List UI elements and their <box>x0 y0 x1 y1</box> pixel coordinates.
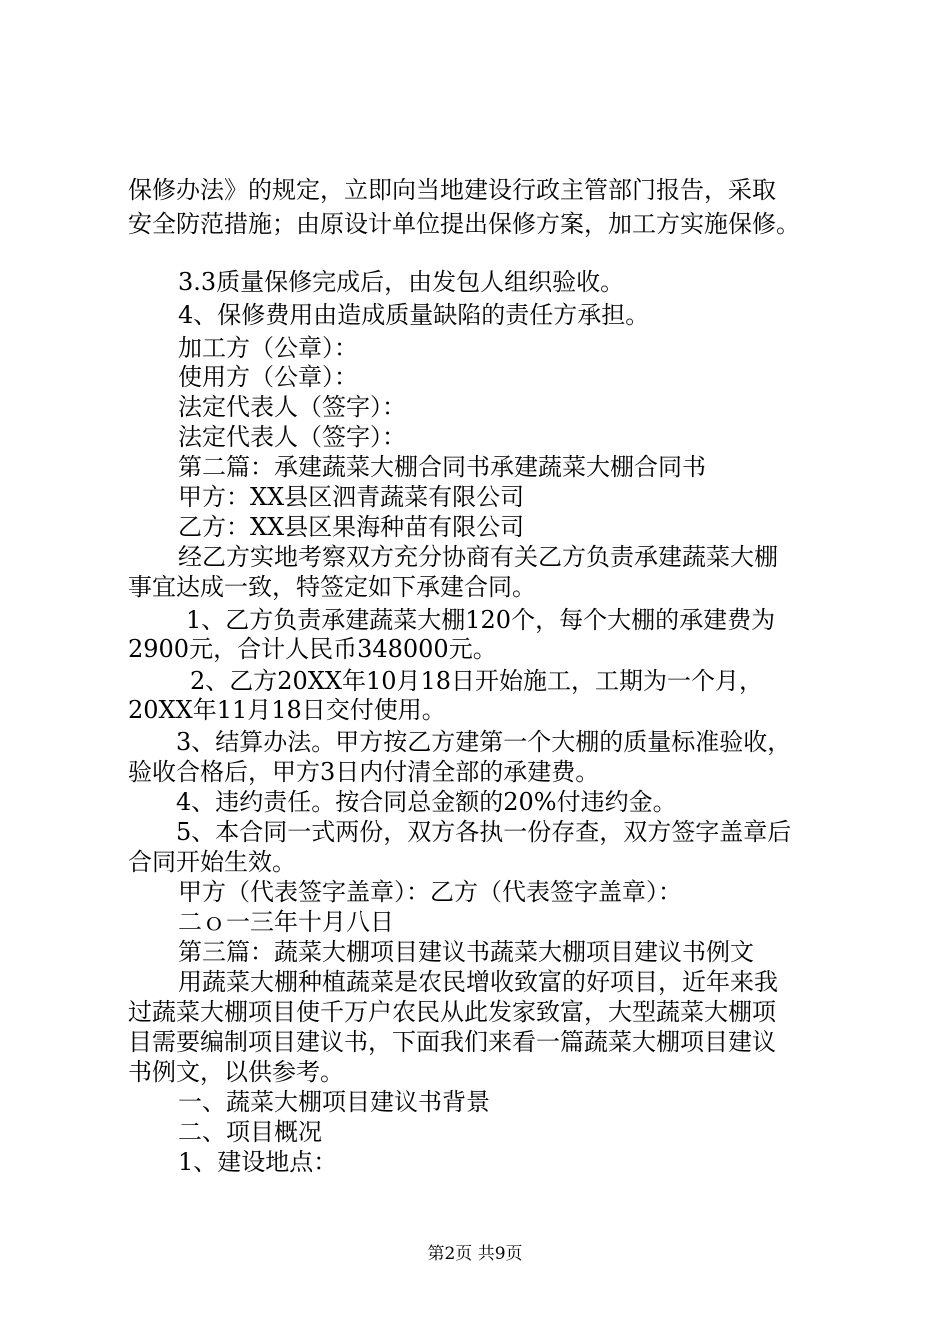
text-line: 安全防范措施；由原设计单位提出保修方案，加工方实施保修。 <box>128 210 800 238</box>
text-line: 使用方（公章）： <box>178 363 358 391</box>
text-line: 1、乙方负责承建蔬菜大棚120个，每个大棚的承建费为 <box>186 606 776 634</box>
text-line: 验收合格后，甲方3日内付清全部的承建费。 <box>128 758 600 786</box>
text-line: 3、结算办法。甲方按乙方建第一个大棚的质量标准验收， <box>176 728 792 756</box>
text-line: 3.3质量保修完成后，由发包人组织验收。 <box>178 268 625 296</box>
text-line: 目需要编制项目建议书，下面我们来看一篇蔬菜大棚项目建议 <box>128 1028 776 1056</box>
text-line: 二ｏ一三年十月八日 <box>178 908 394 936</box>
text-line: 20XX年11月18日交付使用。 <box>128 696 446 724</box>
text-line: 经乙方实地考察双方充分协商有关乙方负责承建蔬菜大棚 <box>178 543 778 571</box>
text-line: 过蔬菜大棚项目使千万户农民从此发家致富，大型蔬菜大棚项 <box>128 998 776 1026</box>
page-footer: 第2页 共9页 <box>427 1244 523 1264</box>
text-line: 甲方：XX县区泗青蔬菜有限公司 <box>178 483 525 511</box>
text-line: 4、违约责任。按合同总金额的20%付违约金。 <box>176 788 677 816</box>
text-line: 加工方（公章）： <box>178 334 358 362</box>
text-line: 合同开始生效。 <box>128 848 296 876</box>
text-line: 保修办法》的规定，立即向当地建设行政主管部门报告，采取 <box>128 176 776 204</box>
text-line: 事宜达成一致，特签定如下承建合同。 <box>128 573 536 601</box>
text-line: 一、蔬菜大棚项目建议书背景 <box>178 1088 490 1116</box>
section-heading: 第三篇：蔬菜大棚项目建议书蔬菜大棚项目建议书例文 <box>178 938 754 966</box>
text-line: 法定代表人（签字）： <box>178 423 406 451</box>
text-line: 用蔬菜大棚种植蔬菜是农民增收致富的好项目，近年来我 <box>178 968 778 996</box>
text-line: 二、项目概况 <box>178 1118 322 1146</box>
text-line: 法定代表人（签字）： <box>178 393 406 421</box>
text-line: 甲方（代表签字盖章）：乙方（代表签字盖章）： <box>178 878 682 906</box>
text-line: 2、乙方20XX年10月18日开始施工，工期为一个月， <box>190 667 764 695</box>
text-line: 乙方：XX县区果海种苗有限公司 <box>178 513 525 541</box>
text-line: 4、保修费用由造成质量缺陷的责任方承担。 <box>178 301 650 329</box>
text-line: 2900元，合计人民币348000元。 <box>128 635 497 663</box>
text-line: 书例文，以供参考。 <box>128 1058 344 1086</box>
text-line: 1、建设地点： <box>178 1148 338 1176</box>
text-line: 5、本合同一式两份，双方各执一份存查，双方签字盖章后 <box>176 818 792 846</box>
section-heading: 第二篇：承建蔬菜大棚合同书承建蔬菜大棚合同书 <box>178 453 706 481</box>
